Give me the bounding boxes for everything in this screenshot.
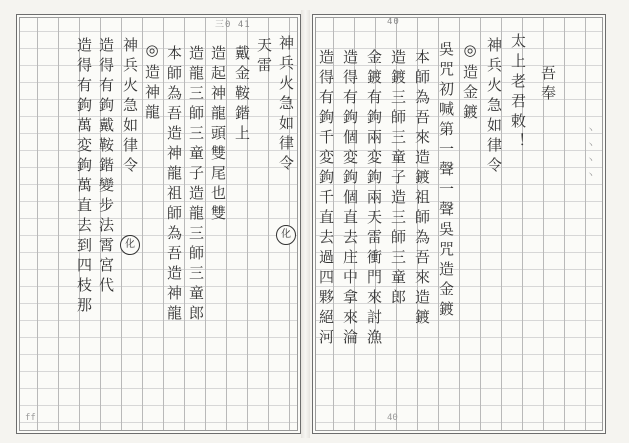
right-column-9: 太上老君敕！ <box>509 33 527 153</box>
left-column-8: 神兵火急如律令 <box>121 37 139 177</box>
left-column-6: 本師為吾造神龍祖師為吾造神龍 <box>165 45 183 325</box>
left-column-7: ◎造神龍 <box>143 41 161 124</box>
left-page <box>16 14 301 434</box>
right-column-10: 吾奉 <box>539 65 557 105</box>
circled-marker: 化 <box>276 225 296 245</box>
left-bottom-mark: ff <box>25 413 36 423</box>
right-bottom-mark: 40 <box>387 413 398 423</box>
left-column-9: 造得有鉤戴鞍鍇變步法霄宮代 <box>97 37 115 297</box>
left-column-3: 戴金鞍鍇上 <box>233 45 251 145</box>
right-page <box>312 14 606 434</box>
book-gutter <box>301 10 310 438</box>
left-column-5: 造龍三師三童子造龍三師三童郎 <box>187 45 205 325</box>
right-column-4: 造鍍三師三童子造三師三童郎 <box>389 49 407 309</box>
right-column-5: 本師為吾來造鍍祖師為吾來造鍍 <box>413 49 431 329</box>
right-column-7: ◎造金鍍 <box>461 41 479 124</box>
right-margin-tick-marks: 丶丶丶丶 <box>584 125 594 185</box>
right-column-3: 金鍍有鉤兩変鉤兩天雷衝門來討漁 <box>365 49 383 349</box>
left-folio: 三0 41 <box>215 20 251 30</box>
right-column-1: 造得有鉤千変鉤千直去過四夥絕河 <box>317 49 335 349</box>
left-column-4: 造起神龍頭雙尾也雙 <box>209 45 227 225</box>
left-column-1: 神兵火急如律令 <box>277 35 295 175</box>
left-column-2: 天雷 <box>255 37 273 77</box>
right-column-2: 造得有鉤個変鉤個直去庄中拿來淪 <box>341 49 359 349</box>
circled-marker: 化 <box>120 235 140 255</box>
right-column-8: 神兵火急如律令 <box>485 37 503 177</box>
right-column-6: 吳咒初喊第一聲一聲吳咒造金鍍 <box>437 41 455 321</box>
right-folio: 40 <box>387 17 400 27</box>
left-column-10: 造得有鉤萬変鉤萬直去到四枝那 <box>75 37 93 317</box>
